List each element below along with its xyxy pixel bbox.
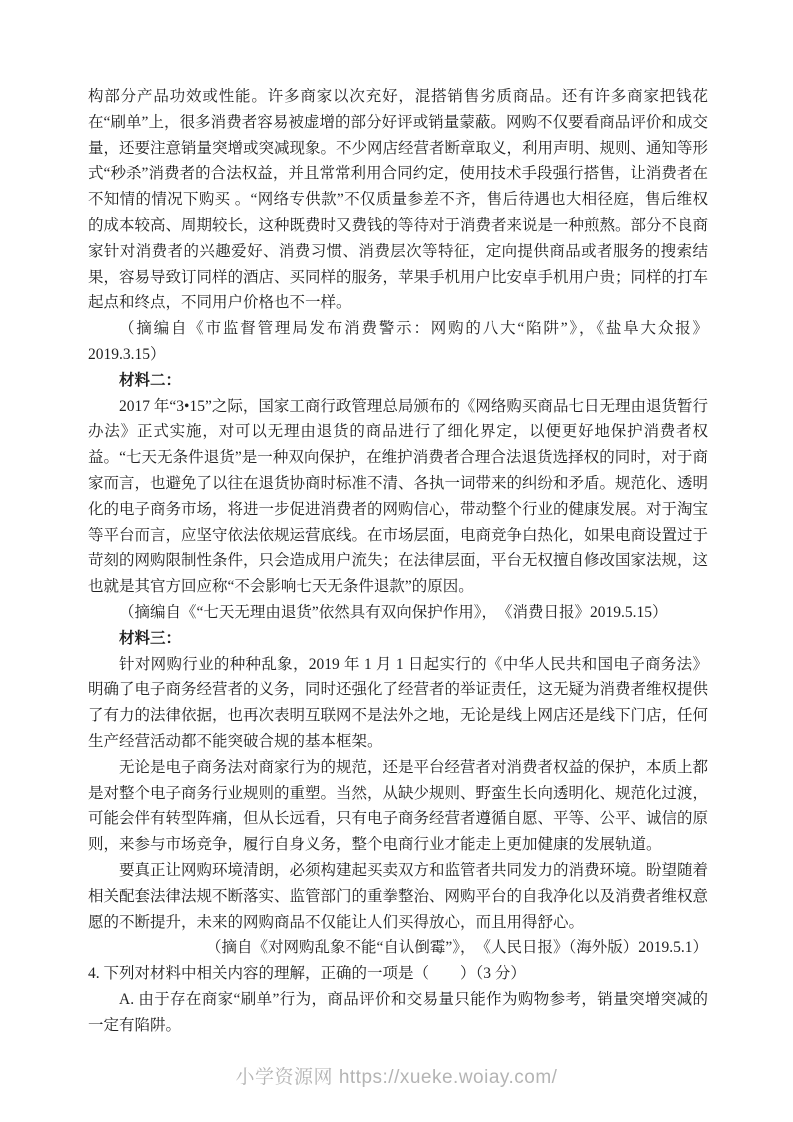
material3-citation: （摘自《对网购乱象不能“自认倒霉”》， 《人民日报》（海外版）2019.5.1） (205, 939, 708, 957)
footer-site-name: 小学资源网 (235, 1067, 334, 1088)
question-4-stem: 4. 下列对材料中相关内容的理解，正确的一项是（ ）（3 分） (88, 965, 526, 983)
material3-paragraph-1: 针对网购行业的种种乱象，2019 年 1 月 1 日起实行的《中华人民共和国电子商务法》明确了电子商务经营者的义务，同时还强化了经营者的举证责任，这无疑为消费者维权提供了有力的法律依据，也再次表明互联网不是法外之地，无论是线上网店还是线下门店，任何生产经营活动都不能突破合规的基本框架。 (88, 655, 709, 750)
document-content (88, 84, 708, 1038)
material3-heading: 材料三： (119, 629, 182, 647)
material2-body: 2017 年“3•15”之际，国家工商行政管理总局颁布的《网络购买商品七日无理由退货暂行办法》正式实施，对可以无理由退货的商品进行了细化界定，以便更好地保护消费者权益。“七天无条件退货”是一种双向保护，在维护消费者合理合法退货选择权的同时，对于商家而言，也避免了以往在退货协商时标准不清、各执一词带来的纠纷和矛盾。规范化、透明化的电子商务市场，将进一步促进消费者的网购信心，带动整个行业的健康发展。对于淘宝等平台而言，应坚守依法依规运营底线。在市场层面，电商竞争白热化，如果电商设置过于苛刻的网购限制性条件，只会造成用户流失；在法律层面，平台无权擅自修改国家法规，这也就是其官方回应称“不会影响七天无条件退款”的原因。 (88, 397, 709, 596)
question-4-option-a: A. 由于存在商家“刷单”行为，商品评价和交易量只能作为购物参考，销量突增突减的一定有陷阱。 (88, 990, 708, 1034)
footer-site-url: https://xueke.woiay.com/ (338, 1067, 558, 1088)
material1-citation: （摘编自《市监督管理局发布消费警示：网购的八大“陷阱”》，《盐阜大众报》2019.3.15） (88, 320, 708, 363)
material3-paragraph-3: 要真正让网购环境清朗，必须构建起买卖双方和监管者共同发力的消费环境。盼望随着相关配套法律法规不断落实、监管部门的重拳整治、网购平台的自我净化以及消费者维权意愿的不断提升，未来的网购商品不仅能让人们买得放心，而且用得舒心。 (88, 861, 709, 931)
material1-body-continuation: 构部分产品功效或性能。许多商家以次充好，混搭销售劣质商品。还有许多商家把钱花在“刷单”上，很多消费者容易被虚增的部分好评或销量蒙蔽。网购不仅要看商品评价和成交量，还要注意销量突增或突减现象。不少网店经营者断章取义，利用声明、规则、通知等形式“秒杀”消费者的合法权益，并且常常利用合同约定，使用技术手段强行搭售，让消费者在不知情的情况下购买 。“网络专供款”不仅质量参差不齐，售后待遇也大相径庭，售后维权的成本较高、周期较长，这种既费时又费钱的等待对于消费者来说是一种煎熬。部分不良商家针对消费者的兴趣爱好、消费习惯、消费层次等特征，定向提供商品或者服务的搜索结果，容易导致订同样的酒店、买同样的服务，苹果手机用户比安卓手机用户贵；同样的打车起点和终点，不同用户价格也不一样。 (88, 88, 709, 312)
material2-citation: （摘编自《“七天无理由退货”依然具有双向保护作用》， 《消费日报》2019.5.15） (119, 603, 668, 621)
page-footer-watermark (0, 1062, 793, 1089)
material2-heading: 材料二： (119, 371, 182, 389)
material3-paragraph-2: 无论是电子商务法对商家行为的规范，还是平台经营者对消费者权益的保护，本质上都是对整个电子商务行业规则的重塑。当然，从缺少规则、野蛮生长向透明化、规范化过渡，可能会伴有转型阵痛，但从长远看，只有电子商务经营者遵循自愿、平等、公平、诚信的原则，来参与市场竞争，履行自身义务，整个电商行业才能走上更加健康的发展轨道。 (88, 758, 709, 854)
